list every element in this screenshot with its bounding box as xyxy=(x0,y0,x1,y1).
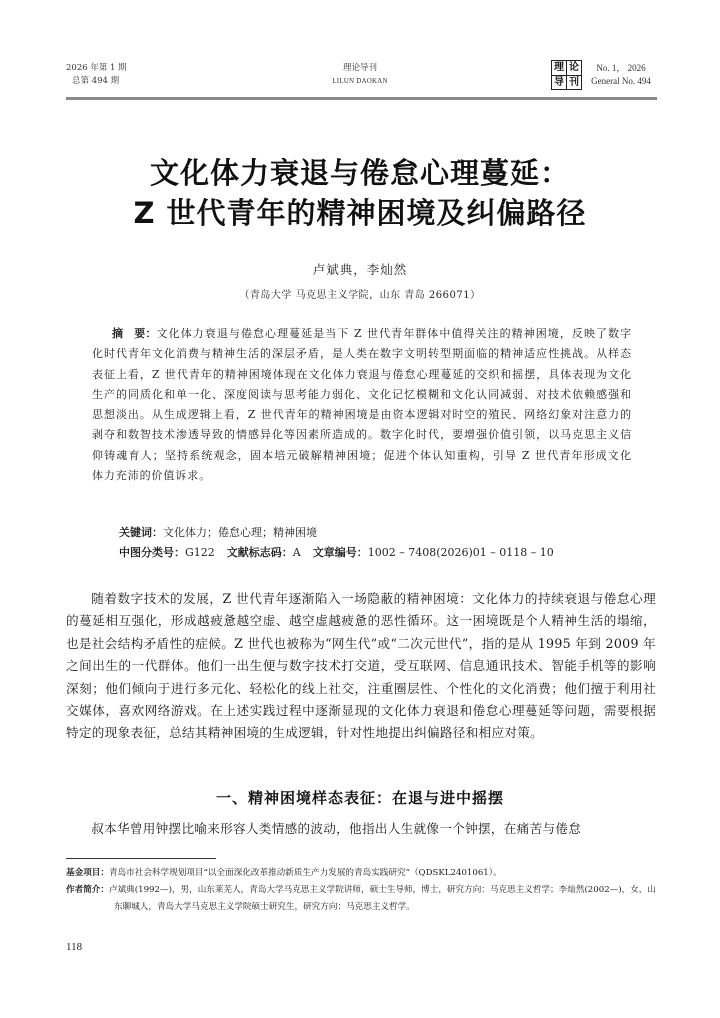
abstract-label: 摘 要： xyxy=(112,327,157,340)
article-no-value: 1002 – 7408(2026)01 – 0118 – 10 xyxy=(367,546,554,559)
header-rule xyxy=(66,97,657,100)
clc-value: G122 xyxy=(185,546,215,559)
clc-label: 中图分类号： xyxy=(119,546,185,559)
section1-paragraph: 叔本华曾用钟摆比喻来形容人类情感的波动，他指出人生就像一个钟摆，在痛苦与倦怠 xyxy=(91,821,582,836)
issue-info-en xyxy=(585,62,657,88)
journal-name-cn: 理论导刊 xyxy=(342,63,377,73)
intro-paragraph: 随着数字技术的发展，Z 世代青年逐渐陷入一场隐蔽的精神困境：文化体力的持续衰退与倦怠心理的蔓延相互强化，形成越疲惫越空虚、越空虚越疲惫的恶性循环。这一困境既是个人精神生活的塌缩，也是社会结构矛盾性的症候。Z 世代也被称为“网生代”或“二次元世代”，指的是从 1995 年到 2009 年之间出生的一代群体。他们一出生便与数字技术打交道，受互联网、信息通讯技术、智能手机等的影响深刻；他们倾向于进行多元化、轻松化的线上社交，注重圈层性、个性化的文化消费；他们擅于利用社交媒体，喜欢网络游戏。在上述实践过程中逐渐显现的文化体力衰退和倦怠心理蔓延等问题，需要根据特定的现象表征，总结其精神困境的生成逻辑，针对性地提出纠偏路径和相应对策。 xyxy=(66,591,656,741)
logo-char: 导 xyxy=(554,76,564,88)
footnote-rule xyxy=(66,858,216,859)
doc-code-label: 文献标志码： xyxy=(226,546,293,559)
abstract-text: 文化体力衰退与倦怠心理蔓延是当下 Z 世代青年群体中值得关注的精神困境，反映了数字化时代青年文化消费与精神生活的深层矛盾，是人类在数字文明转型期面临的精神适应性挑战。从样态表征上看，Z 世代青年的精神困境体现在文化体力衰退与倦怠心理蔓延的交织和摇摆，具体表现为文化生产的同质化和单一化、深度阅读与思考能力弱化、文化记忆模糊和文化认同减弱、对技术依赖感强和思想淡出。从生成逻辑上看，Z 世代青年的精神困境是由资本逻辑对时空的殖民、网络幻象对注意力的剥夺和数智技术渗透导致的情感异化等因素所造成的。数字化时代，要增强价值引领，以马克思主义信仰铸魂育人；坚持系统观念，固本培元破解精神困境；促进个体认知重构，引导 Z 世代青年形成文化体力充沛的价值诉求。 xyxy=(92,327,632,483)
article-authors: 卢斌典，李灿然 xyxy=(312,262,408,277)
section1-text xyxy=(66,818,656,840)
author-bio-note xyxy=(66,882,658,916)
funding-text: 青岛市社会科学规划项目“以全面深化改革推动新质生产力发展的青岛实践研究”（QDSKL2401061）。 xyxy=(108,868,502,878)
funding-note xyxy=(66,865,658,882)
article-title-line1: 文化体力衰退与倦怠心理蔓延： xyxy=(149,156,570,190)
journal-name-en: LILUN DAOKAN xyxy=(332,77,388,85)
journal-logo xyxy=(551,60,582,90)
section-heading: 一、精神困境样态表征：在退与进中摇摆 xyxy=(215,789,504,807)
author-bio-label: 作者简介： xyxy=(66,885,109,895)
total-issue-cn: 总第 494 期 xyxy=(72,76,120,86)
abstract xyxy=(92,324,632,486)
article-no-label: 文章编号： xyxy=(312,546,368,559)
author-bio-text: 卢斌典(1992—)，男，山东莱芜人，青岛大学马克思主义学院讲师，硕士生导师，博士，研究方向：马克思主义哲学；李灿然(2002—)，女，山东聊城人，青岛大学马克思主义学院硕士研究生，研究方向：马克思主义哲学。 xyxy=(108,885,656,912)
article-title-line2: Z 世代青年的精神困境及纠偏路径 xyxy=(133,196,587,230)
intro-section xyxy=(66,588,656,745)
funding-label: 基金项目： xyxy=(66,868,109,878)
logo-char: 刊 xyxy=(569,76,579,88)
author-affiliation: （青岛大学 马克思主义学院，山东 青岛 266071） xyxy=(239,290,481,301)
keywords-label: 关键词： xyxy=(119,526,163,539)
page-number: 118 xyxy=(66,941,83,953)
classification-line xyxy=(119,544,554,560)
keywords-value: 文化体力；倦怠心理；精神困境 xyxy=(163,526,317,539)
logo-char: 论 xyxy=(569,62,579,73)
keywords xyxy=(119,524,317,540)
doc-code-value: A xyxy=(292,546,301,559)
logo-char: 理 xyxy=(554,62,564,73)
total-issue-en: General No. 494 xyxy=(591,76,651,86)
issue-number-cn: 2026 年第 1 期 xyxy=(66,63,127,73)
issue-number-en: No. 1， 2026 xyxy=(596,63,646,73)
